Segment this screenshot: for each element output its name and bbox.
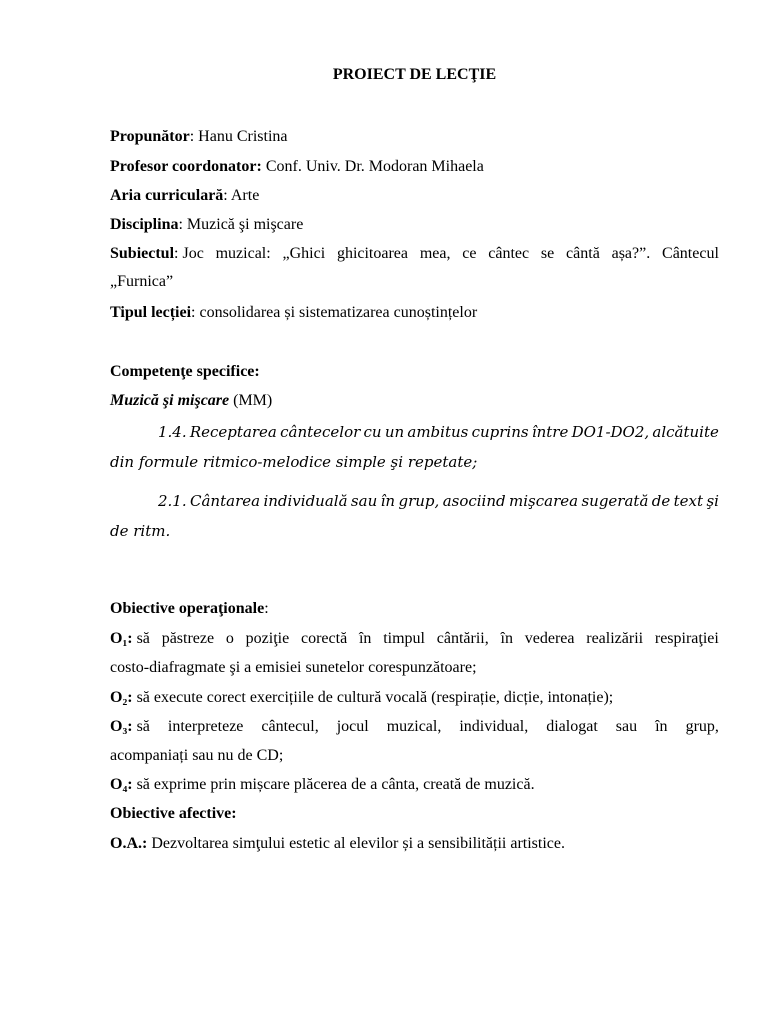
coordonator-value: Conf. Univ. Dr. Modoran Mihaela <box>261 158 484 175</box>
o1-word: realizării <box>586 630 644 647</box>
c2-word: Cântarea <box>190 492 261 510</box>
subiect-word: așa?”. <box>611 245 651 262</box>
c1-word: 1.4. <box>158 423 187 441</box>
aria-line <box>110 186 719 206</box>
coordonator-line <box>110 157 719 177</box>
subiect-word: : Joc <box>174 245 204 262</box>
o1-word: respiraţiei <box>654 630 719 647</box>
o3-word: jocul <box>336 718 369 735</box>
tipul-line <box>110 303 719 323</box>
subiect-line-2: „Furnica” <box>110 273 174 290</box>
subiect-word: muzical: <box>215 245 271 262</box>
subiect-word: se <box>540 245 555 262</box>
afective-heading: Obiective afective: <box>110 805 237 822</box>
coordonator-label: Profesor coordonator: <box>110 158 262 175</box>
propunator-value: : Hanu Cristina <box>189 128 288 145</box>
obiective-heading: Obiective operaţionale <box>110 600 265 617</box>
o3-line-2: acompaniați sau nu de CD; <box>110 747 284 764</box>
disciplina-label: Disciplina <box>110 216 179 233</box>
disciplina-line <box>110 215 719 235</box>
subiect-word: Cântecul <box>662 245 719 262</box>
o3-word: în <box>655 718 668 735</box>
c1-word: alcătuite <box>652 423 719 441</box>
o4-label: O₄: <box>110 776 133 793</box>
obiective-heading-colon: : <box>264 600 269 617</box>
c1-word: un <box>384 423 405 441</box>
c2-word: şi <box>706 492 719 510</box>
c2-word: 2.1. <box>158 492 187 510</box>
c1-word: cu <box>363 423 382 441</box>
c1-word: cuprins <box>471 423 529 441</box>
o2-label: O₂: <box>110 689 133 706</box>
subiect-line-1 <box>110 244 719 264</box>
competenta-2-line-1 <box>110 491 719 511</box>
o4-text: să exprime prin mișcare plăcerea de a cânta, creată de muzică. <box>132 776 535 793</box>
competente-abbr: (MM) <box>229 392 273 409</box>
oa-line <box>110 834 719 854</box>
document-title: PROIECT DE LECŢIE <box>332 66 497 83</box>
c2-word: de <box>651 492 671 510</box>
oa-label: O.A.: <box>110 835 148 852</box>
c1-word: Receptarea <box>189 423 277 441</box>
subiect-word: cântă <box>566 245 600 262</box>
tipul-label: Tipul lecției <box>110 304 192 321</box>
o1-word: corectă <box>300 630 348 647</box>
oa-text: Dezvoltarea simţului estetic al elevilor și a sensibilității artistice. <box>147 835 565 852</box>
o1-word: cântării, <box>436 630 489 647</box>
subiect-word: ce <box>462 245 477 262</box>
subiect-word: cântec <box>488 245 530 262</box>
o3-word: individual, <box>459 718 529 735</box>
o3-word: să <box>136 718 150 735</box>
aria-label: Aria curriculară <box>110 187 224 204</box>
o1-word: vederea <box>524 630 575 647</box>
subiect-label: Subiectul <box>110 245 175 262</box>
o1-word: în <box>500 630 513 647</box>
o3-word: interpreteze <box>167 718 244 735</box>
propunator-line <box>110 127 719 147</box>
c2-word: individuală <box>263 492 348 510</box>
c1-word: DO1-DO2, <box>571 423 650 441</box>
c1-word: cântecelor <box>280 423 361 441</box>
o3-line-1 <box>110 717 719 737</box>
c2-word: mişcarea <box>509 492 579 510</box>
o3-word: sau <box>615 718 638 735</box>
c2-word: grup, <box>398 492 440 510</box>
disciplina-value: : Muzică şi mişcare <box>178 216 304 233</box>
obiective-heading-line <box>110 599 719 619</box>
o1-line-2: costo-diafragmate şi a emisiei sunetelor corespunzătoare; <box>110 659 477 676</box>
o3-word: grup, <box>685 718 719 735</box>
c2-word: asociind <box>442 492 506 510</box>
competenta-2-line-2: de ritm. <box>110 522 171 540</box>
o1-word: păstreze <box>161 630 215 647</box>
subiect-word: „Ghici <box>282 245 326 262</box>
aria-value: : Arte <box>223 187 260 204</box>
c2-word: sugerată <box>581 492 649 510</box>
o1-line-1 <box>110 629 719 649</box>
o1-word: să <box>136 630 150 647</box>
c1-word: ambitus <box>407 423 469 441</box>
o1-label: O₁: <box>110 630 133 647</box>
subiect-word: mea, <box>419 245 451 262</box>
tipul-value: : consolidarea și sistematizarea cunoștințelor <box>191 304 478 321</box>
c1-word: între <box>531 423 569 441</box>
o3-word: muzical, <box>386 718 442 735</box>
o1-word: timpul <box>383 630 425 647</box>
o1-word: o <box>225 630 234 647</box>
o1-word: în <box>358 630 372 647</box>
o1-word: poziţie <box>245 630 290 647</box>
o3-word: dialogat <box>546 718 598 735</box>
competente-discipline: Muzică şi mişcare <box>110 392 230 409</box>
propunator-label: Propunător <box>110 128 190 145</box>
c2-word: text <box>673 492 704 510</box>
o3-word: cântecul, <box>261 718 319 735</box>
o2-text: să execute corect exercițiile de cultură vocală (respirație, dicție, intonație); <box>132 689 614 706</box>
o4-line <box>110 775 719 795</box>
o2-line <box>110 688 719 708</box>
c2-word: sau <box>350 492 378 510</box>
competente-discipline-line <box>110 391 719 411</box>
competente-heading: Competenţe specifice: <box>110 363 260 380</box>
competenta-1-line-2: din formule ritmico-melodice simple şi repetate; <box>110 453 478 471</box>
subiect-word: ghicitoarea <box>336 245 409 262</box>
competenta-1-line-1 <box>110 422 719 442</box>
o3-label: O₃: <box>110 718 133 735</box>
c2-word: în <box>380 492 396 510</box>
